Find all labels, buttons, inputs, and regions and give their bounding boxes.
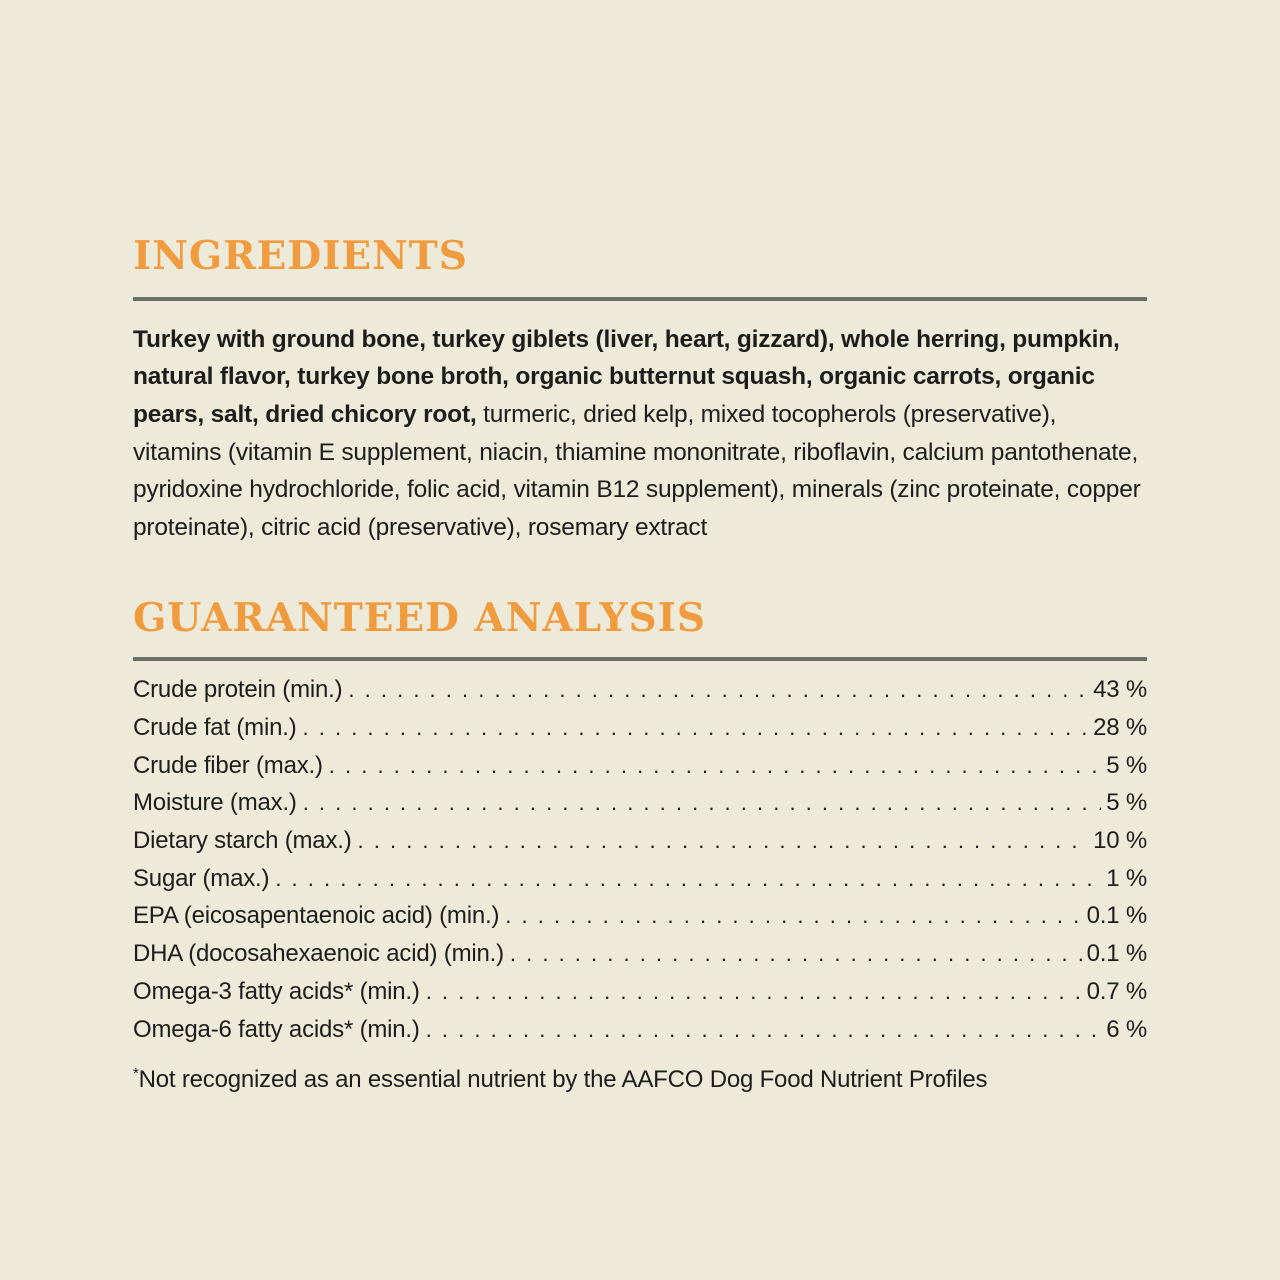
ingredients-primary-list: Turkey with ground bone, turkey giblets (liver, heart, gizzard), whole herring, pumpkin, natural flavor, turkey bone broth, organic butternut squash, organic carrots, organic pears, salt, dried chicory root, — [133, 325, 1120, 429]
nutrient-label: Sugar (max.) — [133, 864, 270, 892]
dot-leader — [505, 903, 1081, 929]
nutrient-label: Dietary starch (max.) — [133, 827, 352, 855]
table-row — [133, 714, 1147, 752]
table-row — [133, 827, 1147, 865]
table-row — [133, 1016, 1147, 1054]
nutrient-value: 5 % — [1106, 789, 1147, 817]
nutrient-value: 1 % — [1106, 864, 1147, 892]
nutrient-value: 0.7 % — [1086, 977, 1147, 1005]
table-row — [133, 752, 1147, 790]
nutrient-label: Omega-3 fatty acids* (min.) — [133, 977, 420, 1005]
nutrient-value: 28 % — [1093, 714, 1147, 742]
guaranteed-analysis-heading: GUARANTEED ANALYSIS — [133, 595, 707, 642]
dot-leader — [329, 753, 1101, 779]
ingredients-paragraph — [133, 301, 1147, 547]
ingredients-heading: INGREDIENTS — [133, 233, 468, 279]
footnote-asterisk: * — [133, 1065, 139, 1083]
table-row — [133, 865, 1147, 903]
dot-leader — [275, 866, 1101, 892]
ingredients-secondary-list: turmeric, dried kelp, mixed tocopherols (preservative), vitamins (vitamin E supplement, niacin, thiamine mononitrate, riboflavin, calcium pantothenate, pyridoxine hydrochloride, folic acid, vitamin B12 supplement), minerals (zinc proteinate, copper proteinate), citric acid (preservative), rosemary extract — [133, 401, 1141, 541]
aafco-footnote — [133, 1053, 1147, 1094]
guaranteed-analysis-table — [133, 676, 1147, 1053]
table-row — [133, 940, 1147, 978]
table-row — [133, 902, 1147, 940]
nutrient-value: 6 % — [1106, 1015, 1147, 1043]
nutrient-label: Omega-6 fatty acids* (min.) — [133, 1015, 420, 1043]
guaranteed-analysis-divider — [133, 657, 1147, 661]
dot-leader — [358, 828, 1089, 854]
nutrient-label: Crude protein (min.) — [133, 676, 343, 704]
table-row — [133, 676, 1147, 714]
dot-leader — [426, 1017, 1102, 1043]
nutrient-value: 5 % — [1106, 751, 1147, 779]
nutrient-value: 0.1 % — [1086, 940, 1147, 968]
footnote-text: Not recognized as an essential nutrient by the AAFCO Dog Food Nutrient Profiles — [138, 1066, 988, 1094]
dot-leader — [426, 979, 1082, 1005]
dot-leader — [510, 941, 1082, 967]
nutrient-value: 0.1 % — [1086, 902, 1147, 930]
dot-leader — [348, 677, 1088, 703]
dot-leader — [303, 790, 1102, 816]
pet-food-label-panel — [133, 0, 1147, 1094]
nutrient-label: Crude fiber (max.) — [133, 751, 323, 779]
table-row — [133, 789, 1147, 827]
nutrient-label: EPA (eicosapentaenoic acid) (min.) — [133, 902, 500, 930]
nutrient-label: Moisture (max.) — [133, 789, 297, 817]
nutrient-value: 10 % — [1093, 827, 1147, 855]
nutrient-label: DHA (docosahexaenoic acid) (min.) — [133, 940, 504, 968]
dot-leader — [303, 715, 1089, 741]
nutrient-label: Crude fat (min.) — [133, 714, 297, 742]
table-row — [133, 978, 1147, 1016]
nutrient-value: 43 % — [1093, 676, 1147, 704]
